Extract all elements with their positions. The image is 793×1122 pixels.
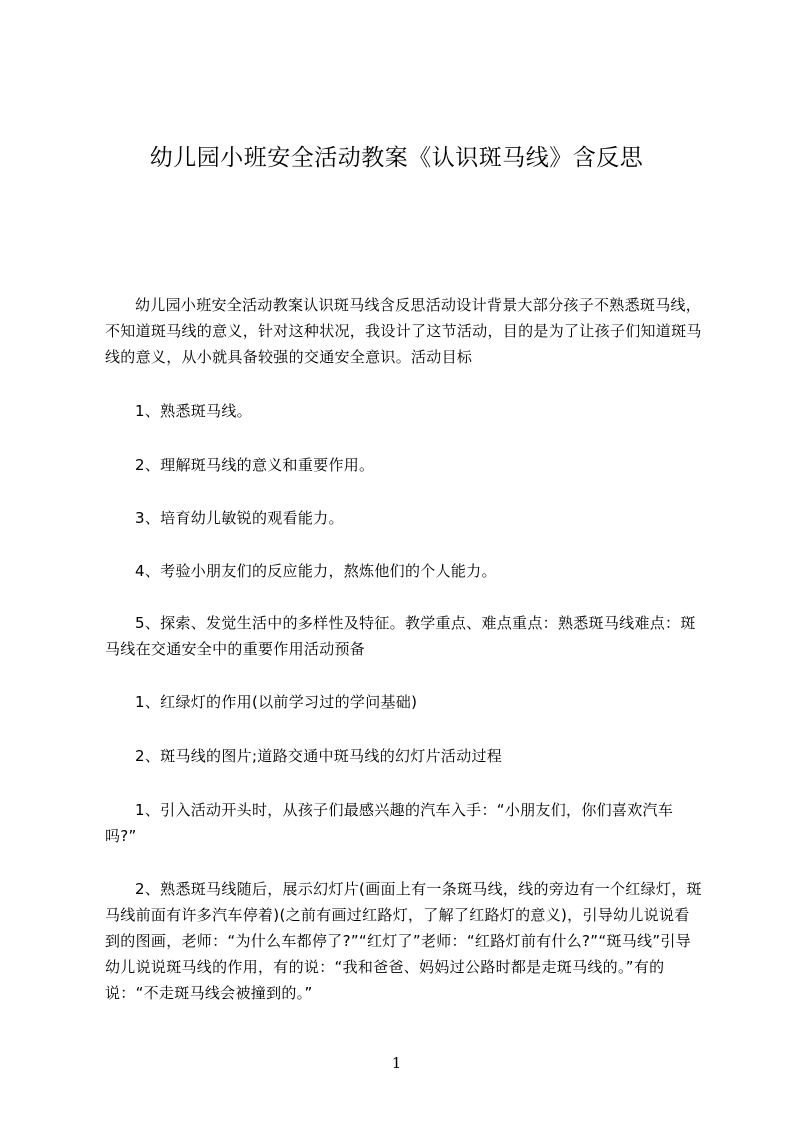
paragraph-goal-2: 2、理解斑马线的意义和重要作用。 — [135, 456, 375, 474]
paragraph-intro: 幼儿园小班安全活动教案认识斑马线含反思活动设计背景大部分孩子不熟悉斑马线，不知道斑马线的意义，针对这种状况，我设计了这节活动，目的是为了让孩子们知道斑马线的意义，从小就具备较强的交通安全意识。活动目标 — [105, 296, 702, 366]
paragraph-goal-1: 1、熟悉斑马线。 — [135, 402, 252, 420]
page-number: 1 — [391, 1054, 402, 1072]
paragraph-goal-4: 4、考验小朋友们的反应能力，熬炼他们的个人能力。 — [135, 562, 497, 580]
paragraph-process-1: 1、引入活动开头时，从孩子们最感兴趣的汽车入手：“小朋友们，你们喜欢汽车吗?” — [105, 801, 674, 845]
paragraph-prep-1: 1、红绿灯的作用(以前学习过的学问基础) — [135, 693, 418, 711]
paragraph-prep-2: 2、斑马线的图片;道路交通中斑马线的幻灯片活动过程 — [135, 747, 503, 765]
page-title: 幼儿园小班安全活动教案《认识斑马线》含反思 — [149, 145, 644, 171]
paragraph-process-2: 2、熟悉斑马线随后，展示幻灯片(画面上有一条斑马线，线的旁边有一个红绿灯，斑马线前面有许多汽车停着)(之前有画过红路灯，了解了红路灯的意义)，引导幼儿说说看到的图画，老师：“为什么车都停了?”“红灯了”老师：“红路灯前有什么?”“斑马线”引导幼儿说说斑马线的作用，有的说：“我和爸爸、妈妈过公路时都是走斑马线的。”有的说：“不走斑马线会被撞到的。” — [105, 880, 702, 1002]
paragraph-goal-3: 3、培育幼儿敏锐的观看能力。 — [135, 509, 344, 527]
paragraph-goal-5: 5、探索、发觉生活中的多样性及特征。教学重点、难点重点：熟悉斑马线难点：斑马线在交通安全中的重要作用活动预备 — [105, 614, 696, 658]
